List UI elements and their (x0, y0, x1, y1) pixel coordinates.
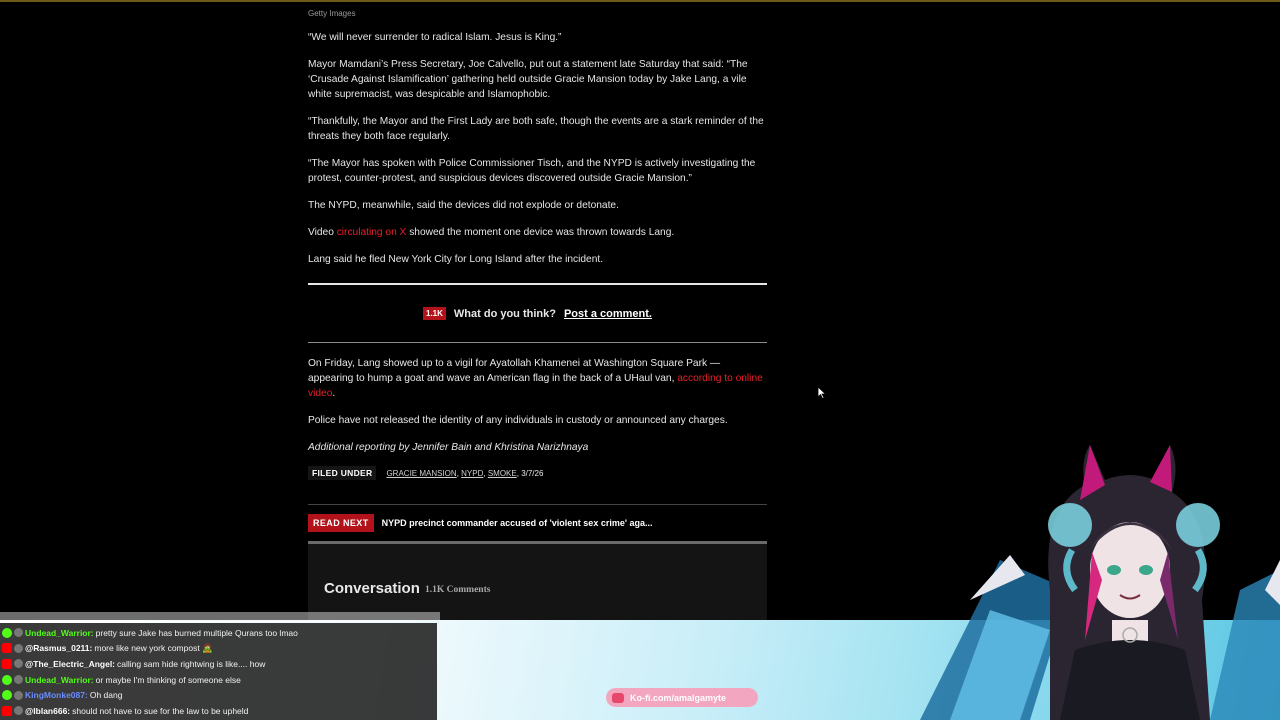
circulating-on-x-link[interactable]: circulating on X (336, 227, 407, 238)
text-span: showed the moment one device was thrown towards Lang. (406, 227, 675, 238)
tag-link[interactable]: SMOKE (487, 468, 517, 478)
user-badge-icon (14, 644, 23, 653)
mouse-cursor-icon (817, 387, 827, 399)
read-next-bar[interactable] (308, 504, 767, 544)
article-paragraph: “The Mayor has spoken with Police Commissioner Tisch, and the NYPD is actively investigating the protest, counter-protest, and suspicious devices discovered outside Gracie Mansion.” (308, 158, 756, 184)
chat-text: Oh dang (89, 690, 123, 701)
youtube-platform-icon (2, 643, 12, 653)
read-next-label: READ NEXT (308, 514, 374, 532)
article-paragraph: “Thankfully, the Mayor and the First Lady are both safe, though the events are a stark reminder of the threats they both face regularly. (308, 116, 764, 142)
kofi-banner[interactable] (606, 688, 758, 707)
online-video-link[interactable]: according to online video (308, 373, 763, 399)
user-badge-icon (14, 628, 23, 637)
article-body-continued (308, 356, 768, 467)
chat-username[interactable]: @Iblan666: (25, 705, 71, 716)
article-paragraph: “We will never surrender to radical Islam. Jesus is King.” (308, 32, 562, 43)
post-comment-link[interactable]: Post a comment. (563, 307, 652, 320)
chat-username[interactable]: KingMonke087: (25, 690, 88, 701)
read-next-title[interactable]: NYPD precinct commander accused of 'violent sex crime' aga... (381, 518, 653, 528)
text-span: . (332, 388, 336, 399)
text-span: On Friday, Lang showed up to a vigil for Ayatollah Khamenei at Washington Square Park — appearing to hump a goat and wave an American flag in the back of a UHaul van, (308, 358, 721, 384)
reporting-credit: Additional reporting by Jennifer Bain and Khristina Narizhnaya (308, 442, 589, 453)
chat-username[interactable]: @The_Electric_Angel: (25, 658, 116, 669)
comment-count-badge[interactable]: 1.1K (423, 307, 446, 320)
text-span: Video (308, 227, 337, 238)
article-body (308, 30, 768, 279)
chat-message (0, 672, 437, 688)
article-paragraph: The NYPD, meanwhile, said the devices did not explode or detonate. (308, 200, 619, 211)
user-badge-icon (14, 706, 23, 715)
kofi-cup-icon (612, 693, 624, 703)
chat-username[interactable]: Undead_Warrior: (25, 627, 94, 638)
tag-link[interactable]: GRACIE MANSION (386, 468, 457, 478)
chat-message (0, 703, 437, 719)
chat-header-strip (0, 612, 440, 620)
tag-separator: , (483, 468, 488, 478)
youtube-platform-icon (2, 659, 12, 669)
vtuber-avatar (880, 440, 1280, 720)
conversation-count[interactable]: 1.1K Comments (425, 585, 491, 595)
article-paragraph (308, 225, 768, 240)
chat-username[interactable]: Undead_Warrior: (25, 674, 94, 685)
filed-under-label: FILED UNDER (308, 466, 376, 480)
top-divider (0, 0, 1280, 2)
article-paragraph: Mayor Mamdani’s Press Secretary, Joe Calvello, put out a statement late Saturday that said: “The ‘Crusade Against Islamification’ gathering held outside Gracie Mansion today by Jake Lang, a vile white supremacist, was despicable and Islamophobic. (308, 59, 748, 100)
chat-text: more like new york compost 🧟 (94, 642, 213, 653)
chat-message (0, 641, 437, 657)
user-badge-icon (14, 675, 23, 684)
tag-separator: , (456, 468, 462, 478)
tag-link[interactable]: NYPD (461, 468, 484, 478)
chat-message (0, 656, 437, 672)
chat-text: should not have to sue for the law to be upheld (72, 705, 249, 716)
article-paragraph (308, 356, 768, 401)
chat-text: or maybe I'm thinking of someone else (95, 674, 241, 685)
comment-question: What do you think? (453, 307, 556, 320)
user-badge-icon (14, 691, 23, 700)
publish-date: 3/7/26 (521, 468, 544, 478)
youtube-platform-icon (2, 706, 12, 716)
stream-chat (0, 623, 437, 720)
user-badge-icon (14, 659, 23, 668)
chat-text: pretty sure Jake has burned multiple Qurans too lmao (95, 627, 298, 638)
article-paragraph: Lang said he fled New York City for Long Island after the incident. (308, 254, 604, 265)
kick-platform-icon (2, 628, 12, 638)
kick-platform-icon (2, 675, 12, 685)
conversation-title: Conversation (324, 580, 420, 597)
chat-message (0, 625, 437, 641)
filed-under (308, 466, 543, 480)
tag-list (386, 469, 543, 478)
chat-username[interactable]: @Rasmus_0211: (25, 643, 93, 654)
chat-text: calling sam hide rightwing is like.... how (117, 658, 266, 669)
kick-platform-icon (2, 690, 12, 700)
article-paragraph: Police have not released the identity of any individuals in custody or announced any charges. (308, 415, 728, 426)
image-credit: Getty Images (308, 9, 356, 18)
tag-separator: , (516, 468, 522, 478)
kofi-text: Ko-fi.com/amalgamyte (630, 692, 727, 703)
comment-prompt (308, 283, 767, 343)
chat-message (0, 687, 437, 703)
